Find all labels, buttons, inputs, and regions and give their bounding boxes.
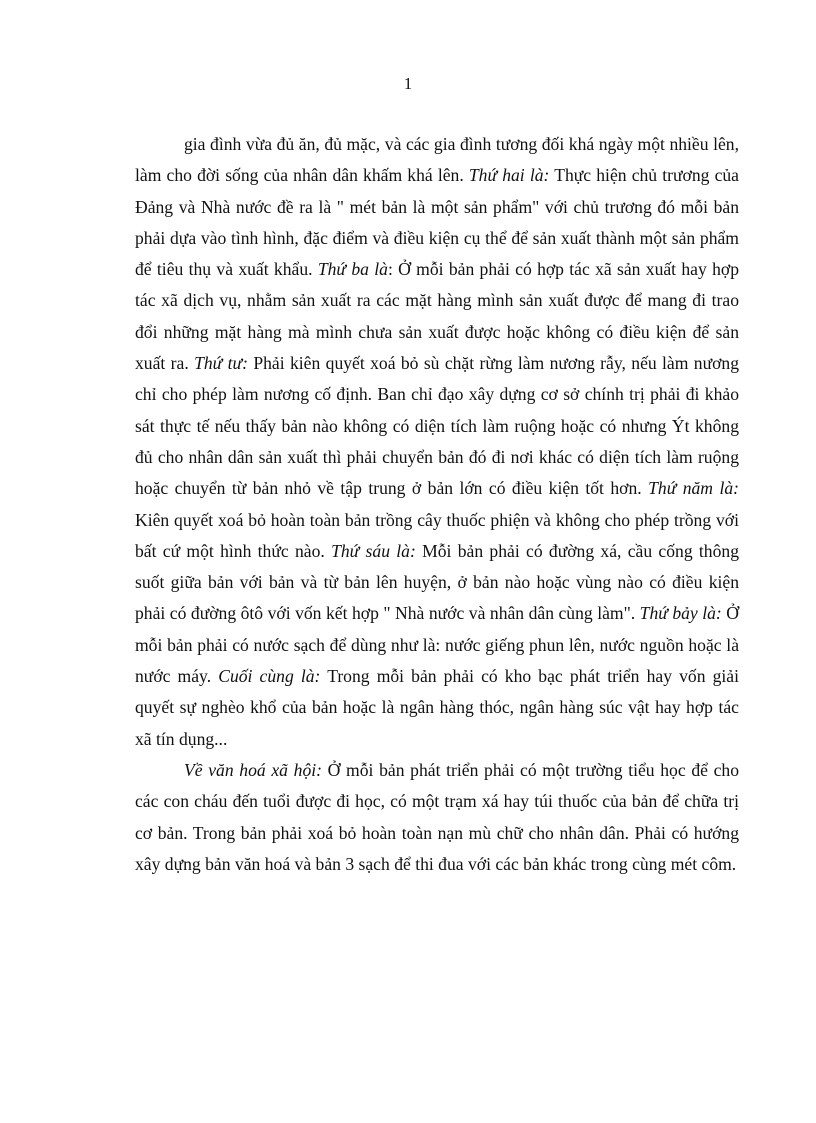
italic-heading: Thứ năm là:: [648, 478, 739, 499]
page-number: 1: [403, 74, 413, 93]
text-segment: Ở mỗi bản phải có nước sạch để dùng như là: nước giếng phun lên, nước nguồn hoặc là nước máy.: [135, 603, 739, 687]
italic-heading: Thứ hai là:: [468, 165, 550, 186]
text-segment: Phải kiên quyết xoá bỏ sù chặt rừng làm nương rẫy, nếu làm nương chỉ cho phép làm nương cố định. Ban chỉ đạo xây dựng cơ sở chính trị phải đi khảo sát thực tế nếu thấy bản nào không có diện tích làm ruộng hoặc có nhưng Ýt không đủ cho nhân dân sản xuất thì phải chuyển bản đó đi nơi khác có diện tích làm ruộng hoặc chuyển từ bản nhỏ về tập trung ở bản lớn có điều kiện tốt hơn.: [135, 353, 740, 499]
italic-heading: Cuối cùng là:: [218, 666, 321, 687]
text-segment: : Ở mỗi bản phải có hợp tác xã sản xuất hay hợp tác xã dịch vụ, nhằm sản xuất ra các mặt hàng mình sản xuất được để mang đi trao đổi những mặt hàng mà mình chưa sản xuất được hoặc không có điều kiện để sản xuất ra.: [135, 259, 739, 374]
paragraph: [135, 129, 739, 755]
text-segment: Mỗi bản phải có đường xá, cầu cống thông suốt giữa bản với bản và từ bản lên huyện, ở bản nào hoặc vùng nào có điều kiện phải có đường ôtô với vốn kết hợp " Nhà nước và nhân dân cùng làm".: [135, 540, 739, 624]
italic-heading: Về văn hoá xã hội:: [184, 759, 322, 780]
italic-heading: Thứ bảy là:: [639, 603, 722, 624]
body-text: [135, 129, 739, 880]
text-segment: Thực hiện chủ trương của Đảng và Nhà nước đề ra là " mét bản là một sản phẩm" với chủ trương đó mỗi bản phải dựa vào tình hình, đặc điểm và điều kiện cụ thể để sản xuất thành một sản phẩm để tiêu thụ và xuất khẩu.: [135, 165, 739, 280]
paragraph: [135, 755, 739, 880]
text-segment: Kiên quyết xoá bỏ hoàn toàn bản trồng cây thuốc phiện và không cho phép trồng với bất cứ một hình thức nào.: [135, 509, 739, 561]
italic-heading: Thứ tư:: [194, 353, 248, 374]
italic-heading: Thứ sáu là:: [331, 540, 416, 561]
text-segment: Ở mỗi bản phát triển phải có một trường tiểu học để cho các con cháu đến tuổi được đi học, có một trạm xá hay túi thuốc của bản để chữa trị cơ bản. Trong bản phải xoá bỏ hoàn toàn nạn mù chữ cho nhân dân. Phải có hướng xây dựng bản văn hoá và bản 3 sạch để thi đua với các bản khác trong cùng mét côm.: [135, 759, 740, 874]
italic-heading: Thứ ba là: [317, 259, 388, 280]
text-segment: gia đình vừa đủ ăn, đủ mặc, và các gia đình tương đối khá ngày một nhiều lên, làm cho đời sống của nhân dân khấm khá lên.: [135, 134, 739, 186]
text-segment: Trong mỗi bản phải có kho bạc phát triển hay vốn giải quyết sự nghèo khổ của bản hoặc là ngân hàng thóc, ngân hàng súc vật hay hợp tác xã tín dụng...: [135, 666, 739, 749]
